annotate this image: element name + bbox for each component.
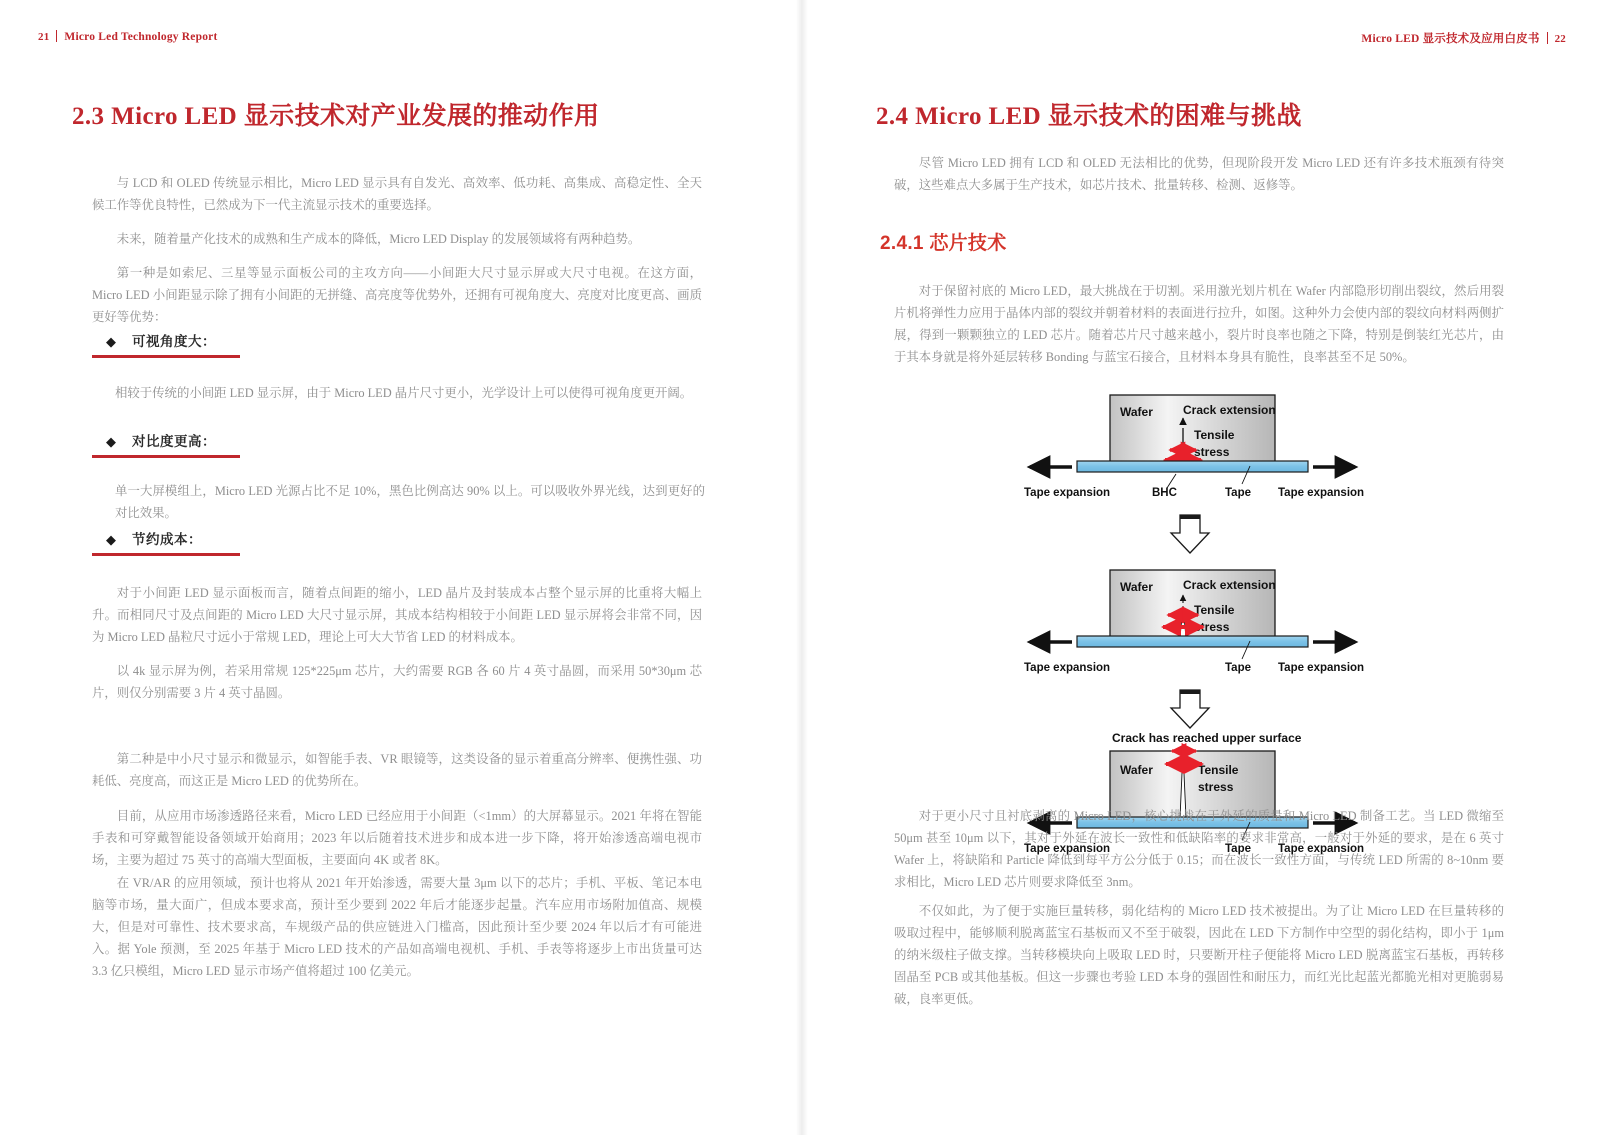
panel2-tape-expansion-right-label: Tape expansion [1278,662,1365,674]
left-paragraph-3: 第一种是如索尼、三星等显示面板公司的主攻方向——小间距大尺寸显示屏或大尺寸电视。在这方面，Micro LED 小间距显示除了拥有小间距的无拼缝、高亮度等优势外，还拥有可视角度大、亮度对比度更高、画质更好等优势： [92,266,702,324]
panel1-tape-expansion-right-label: Tape expansion [1278,487,1365,499]
left-paragraph-1: 与 LCD 和 OLED 传统显示相比，Micro LED 显示具有自发光、高效率、低功耗、高集成、高稳定性、全天候工作等优良特性，已然成为下一代主流显示技术的重要选择。 [92,176,702,212]
figure-svg [1000,382,1400,855]
bullet-heading-2-label: 对比度更高： [132,434,216,449]
bullet-heading-3 [92,528,312,556]
panel1-tape-bar [1077,461,1308,472]
flow-arrow-1 [1171,515,1209,553]
bullet-heading-2-rule [92,455,240,458]
left-paragraph-7: 以 4k 显示屏为例，若采用常规 125*225μm 芯片，大约需要 RGB 各 60 片 4 英寸晶圆，而采用 50*30μm 芯片，则仅分别需要 3 片 4 英寸晶圆。 [92,664,702,700]
panel2-crack-extension-label: Crack extension [1183,578,1276,592]
diamond-bullet-icon: ◆ [106,532,116,547]
flow-arrow-1-cap [1180,515,1200,519]
header-divider [1547,32,1548,44]
right-paragraph-1: 尽管 Micro LED 拥有 LCD 和 OLED 无法相比的优势，但现阶段开发 Micro LED 还有许多技术瓶颈有待突破，这些难点大多属于生产技术，如芯片技术、批量转移、检测、返修等。 [894,156,1504,192]
flow-arrow-2-cap [1180,690,1200,694]
left-paragraph-6: 对于小间距 LED 显示面板而言，随着点间距的缩小，LED 晶片及封装成本占整个显示屏的比重将大幅上升。而相同尺寸及点间距的 Micro LED 大尺寸显示屏，其成本结构相较于小间距 LED 显示屏将会非常不同，因为 Micro LED 晶粒尺寸远小于常规 LED，理论上可大大节省 LED 的材料成本。 [92,586,702,644]
panel3-title-label: Crack has reached upper surface [1112,731,1302,745]
panel2-tape-bar [1077,636,1308,647]
left-paragraph-5: 单一大屏模组上，Micro LED 光源占比不足 10%，黑色比例高达 90% 以上。可以吸收外界光线，达到更好的对比效果。 [115,484,705,520]
left-paragraph-8: 第二种是中小尺寸显示和微显示，如智能手表、VR 眼镜等，这类设备的显示着重高分辨率、便携性强、功耗低、亮度高，而这正是 Micro LED 的优势所在。 [92,752,702,788]
panel3-tape-expansion-left-label: Tape expansion [1024,843,1111,855]
diamond-bullet-icon: ◆ [106,334,116,349]
right-paragraph-4: 不仅如此，为了便于实施巨量转移，弱化结构的 Micro LED 技术被提出。为了让 Micro LED 在巨量转移的吸取过程中，能够顺利脱离蓝宝石基板而又不至于破裂，因此在 LED 下方制作中空型的弱化结构，即小于 1μm 的纳米级柱子做支撑。当转移模块向上吸取 LED 时，只要断开柱子便能将 Micro LED 脱离蓝宝石基板，再转移固晶至 PCB 或其他基板。但这一步骤也考验 LED 本身的强固性和耐压力，而红光比起蓝光都脆光相对更脆弱易破，良率更低。 [894,904,1504,1006]
left-paragraph-4: 相较于传统的小间距 LED 显示屏，由于 Micro LED 晶片尺寸更小，光学设计上可以使得可视角度更开阔。 [115,386,693,400]
bullet-heading-1-rule [92,355,240,358]
panel1-tape-label: Tape [1225,487,1251,499]
left-paragraph-9: 目前，从应用市场渗透路径来看，Micro LED 已经应用于小间距（<1mm）的大屏幕显示。2021 年将在智能手表和可穿戴智能设备领域开始商用；2023 年以后随着技术进步和成本进一步下降，将开始渗透高端电视市场，主要为超过 75 英寸的高端大型面板，主要面向 4K 或者 8K。 [92,809,702,867]
figure-panel-1 [1024,395,1364,499]
panel1-crack-extension-label: Crack extension [1183,403,1276,417]
panel2-tape-expansion-left-label: Tape expansion [1024,662,1111,674]
left-running-header [38,30,218,43]
right-header-title: Micro LED 显示技术及应用白皮书 [1361,33,1540,45]
bullet-heading-1 [92,330,312,358]
right-section-heading: 2.4 Micro LED 显示技术的困难与挑战 [876,103,1302,130]
panel3-tape-expansion-right-label: Tape expansion [1278,843,1365,855]
right-page-number: 22 [1554,33,1566,45]
panel3-stress-label: stress [1198,780,1234,794]
right-paragraph-2: 对于保留衬底的 Micro LED，最大挑战在于切割。采用激光划片机在 Wafer 内部隐形切削出裂纹，然后用裂片机将弹性力应用于晶体内部的裂纹并朝着材料的表面进行拉升，如图。这种外力会使内部的裂纹向材料两侧扩展，得到一颗颗独立的 LED 芯片。随着芯片尺寸越来越小，裂片时良率也随之下降，特别是倒装红光芯片，由于其本身就是将外延层转移 Bonding 与蓝宝石接合，且材料本身具有脆性，良率甚至不足 50%。 [894,284,1504,364]
right-running-header [1361,30,1566,46]
figure-panel-2 [1024,570,1364,674]
diamond-bullet-icon: ◆ [106,434,116,449]
bullet-heading-3-rule [92,553,240,556]
panel1-tensile-label: Tensile [1194,428,1235,442]
flow-arrow-2-shape [1171,690,1209,728]
left-section-heading: 2.3 Micro LED 显示技术对产业发展的推动作用 [72,103,600,130]
panel1-wafer-label: Wafer [1120,405,1153,419]
panel2-tensile-label: Tensile [1194,603,1235,617]
panel1-bhc-label: BHC [1152,487,1177,499]
header-divider [56,30,57,42]
flow-arrow-1-shape [1171,515,1209,553]
bullet-heading-1-label: 可视角度大： [132,334,216,349]
right-subsection-heading: 2.4.1 芯片技术 [880,233,1007,254]
left-header-title: Micro Led Technology Report [64,31,218,43]
panel3-wafer-label: Wafer [1120,763,1153,777]
bullet-heading-3-label: 节约成本： [132,532,202,547]
panel2-stress-label: stress [1194,620,1230,634]
left-page-number: 21 [38,31,50,43]
right-page [802,0,1604,1135]
wafer-crack-propagation-figure [1000,382,1400,855]
panel1-bhc-leader [1167,474,1176,488]
panel1-tape-expansion-left-label: Tape expansion [1024,487,1111,499]
panel3-tape-label: Tape [1225,843,1251,855]
flow-arrow-2 [1171,690,1209,728]
panel1-stress-label: stress [1194,445,1230,459]
panel2-wafer-label: Wafer [1120,580,1153,594]
right-paragraph-3: 对于更小尺寸且衬底剥离的 Micro LED，核心挑战在于外延的质量和 Micro LED 制备工艺。当 LED 微缩至 50μm 甚至 10μm 以下，其对于外延在波长一致性和低缺陷率的要求非常高，一般对于外延的要求，是在 6 英寸 Wafer 上，将缺陷和 Particle 降低到每平方公分低于 0.15；而在波长一致性方面，与传统 LED 所需的 8~10nm 要求相比，Micro LED 芯片则要求降低至 3nm。 [894,809,1504,889]
left-paragraph-2: 未来，随着量产化技术的成熟和生产成本的降低，Micro LED Display 的发展领域将有两种趋势。 [116,232,641,246]
panel2-tape-label: Tape [1225,662,1251,674]
left-paragraph-10: 在 VR/AR 的应用领域，预计也将从 2021 年开始渗透，需要大量 3μm 以下的芯片；手机、平板、笔记本电脑等市场，量大面广，但成本要求高，预计至少要到 2022 年后才能逐步起量。汽车应用市场附加值高、规模大，但是对可靠性、技术要求高，车规级产品的供应链进入门槛高，因此预计至少要 2024 年以后才有可能进入。据 Yole 预测，至 2025 年基于 Micro LED 技术的产品如高端电视机、手机、手表等将逐步上市出货量可达 3.3 亿只模组，Micro LED 显示市场产值将超过 100 亿美元。 [92,876,702,978]
bullet-heading-2 [92,430,312,458]
panel3-tensile-label: Tensile [1198,763,1239,777]
